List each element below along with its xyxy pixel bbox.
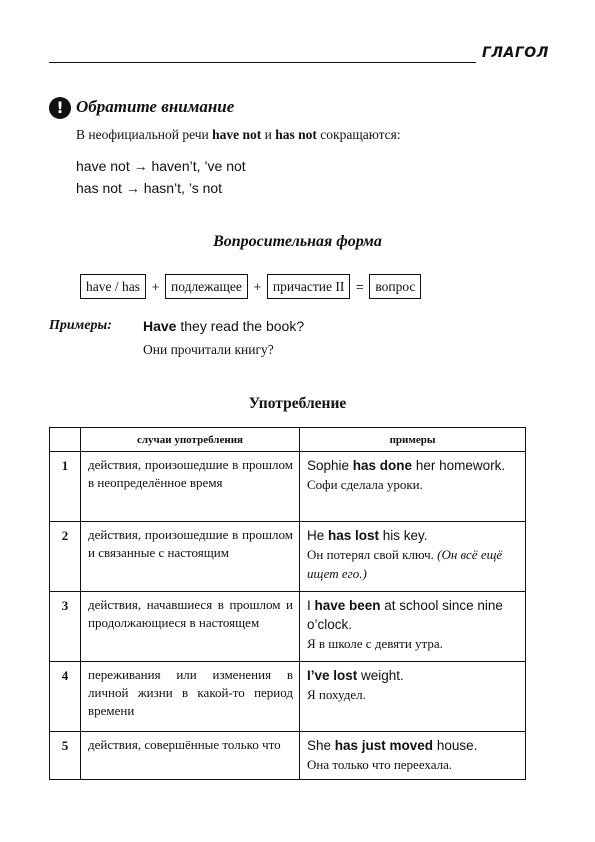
example-english: I have been at school since nine o’clock. [307,598,503,632]
example-russian: Я в школе с девяти утра. [307,636,443,651]
example-english: She has just moved house. [307,738,478,753]
example-russian: Она только что переехала. [307,757,453,772]
table-row [50,662,526,732]
formula-box-auxiliary: have / has [80,274,146,299]
usage-case: действия, совершённые только что [81,732,300,780]
formula-plus: + [151,279,160,294]
example-russian: Он потерял свой ключ. (Он всё ещё ищет его.) [307,547,503,581]
formula-equals: = [356,279,364,294]
header-use: случаи употребления [81,428,300,452]
usage-example [300,592,526,662]
usage-case: действия, начавшиеся в прошлом и продолжающиеся в настоящем [81,592,300,662]
usage-case: действия, произошедшие в прошлом в неопределённое время [81,452,300,522]
header-rule [49,62,476,63]
usage-example [300,452,526,522]
row-number: 2 [50,522,81,592]
formula-box-participle: причастие II [267,274,350,299]
contraction-line-1: have not → haven’t, ’ve not [76,158,246,174]
example-english: Have they read the book? [143,318,305,334]
header-num [50,428,81,452]
usage-case: переживания или изменения в личной жизни в какой-то период времени [81,662,300,732]
table-row [50,522,526,592]
formula [80,274,421,299]
example-russian: Я похудел. [307,687,366,702]
row-number: 3 [50,592,81,662]
row-number: 1 [50,452,81,522]
example-english: Sophie has done her homework. [307,458,506,473]
table-row [50,592,526,662]
example-english: I’ve lost weight. [307,668,404,683]
note-text: В неофициальной речи have not и has not сокращаются: [76,127,401,142]
exclamation-icon: ! [49,97,71,119]
example-russian: Они прочитали книгу? [143,342,274,357]
row-number: 5 [50,732,81,780]
note-title: Обратите внимание [76,97,235,116]
usage-example [300,522,526,592]
example-russian: Софи сделала уроки. [307,477,423,492]
usage-example [300,662,526,732]
usage-title: Употребление [248,395,347,412]
formula-plus: + [253,279,262,294]
table-row [50,452,526,522]
header-examples: примеры [300,428,526,452]
usage-table [49,427,526,780]
table-row [50,732,526,780]
formula-box-question: вопрос [369,274,421,299]
usage-example [300,732,526,780]
example-english: He has lost his key. [307,528,428,543]
examples-label: Примеры: [49,318,112,333]
formula-box-subject: подлежащее [165,274,248,299]
table-header-row [50,428,526,452]
contraction-line-2: has not → hasn’t, ’s not [76,180,223,196]
question-form-title: Вопросительная форма [213,233,382,250]
row-number: 4 [50,662,81,732]
running-header: ГЛАГОЛ [482,45,549,61]
usage-case: действия, произошедшие в прошлом и связанные с настоящим [81,522,300,592]
